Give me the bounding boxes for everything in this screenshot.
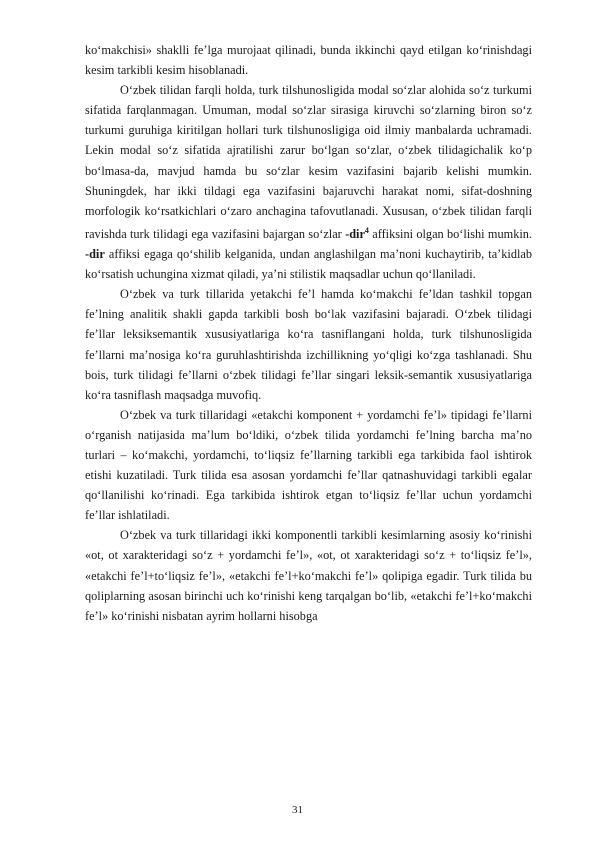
- paragraph-text: O‘zbek tilidan farqli holda, turk tilshunosligida modal so‘zlar alohida so‘z turkumi sifatida farqlanmagan. Umuman, modal so‘zlar sirasiga kiruvchi so‘zlarning biron so‘z turkumi guruhiga kiritilgan hollari turk tilshunosligiga oid ilmiy manbalarda uchramadi. Lekin modal so‘z sifatida ajratilishi zarur bo‘lgan so‘zlar, o‘zbek tilidagichalik ko‘p bo‘lmasa-da, mavjud hamda bu so‘zlar kesim vazifasini bajarib kelishi mumkin. Shuningdek, har ikki tildagi ega vazifasini bajaruvchi harakat nomi, sifat-doshning morfologik ko‘rsatkichlari o‘zaro anchagina tafovutlanadi. Xususan, o‘zbek tilidan farqli ravishda turk tilidagi ega vazifasini bajargan so‘zlar: [85, 83, 532, 241]
- paragraph-compound-predicates: O‘zbek va turk tillaridagi ikki komponentli tarkibli kesimlarning asosiy ko‘rinishi «ot, ot xarakteridagi so‘z + yordamchi fe’l», «ot, ot xarakteridagi so‘z + to‘liqsiz fe’l», «etakchi fe’l+to‘liqsiz fe’l», «etakchi fe’l+ko‘makchi fe’l» qolipiga egadir. Turk tilida bu qoliplarning asosan birinchi uch ko‘rinishi keng tarqalgan bo‘lib, «etakchi fe’l+ko‘makchi fe’l» ko‘rinishi nisbatan ayrim hollarni hisobga: [85, 528, 532, 623]
- paragraph-analytic-verbs: O‘zbek va turk tillarida yetakchi fe’l hamda ko‘makchi fe’ldan tashkil topgan fe’lning analitik shakli gapda tarkibli bosh bo‘lak vazifasini bajaradi. O‘zbek tilidagi fe’llar leksiksemantik xususiyatlariga ko‘ra tasniflangani holda, turk tilshunosligida fe’llarni ma’nosiga ko‘ra guruhlashtirishda izchillikning yo‘qligi ko‘zga tashlanadi. Shu bois, turk tilidagi fe’llarni o‘zbek tilidagi fe’llar singari leksik-semantik xususiyatlariga ko‘ra tasniflash maqsadga muvofiq.: [85, 287, 532, 402]
- paragraph-text: affiksini olgan bo‘lishi mumkin.: [368, 226, 532, 241]
- paragraph-auxiliary-verbs: O‘zbek va turk tillaridagi «etakchi komponent + yordamchi fe’l» tipidagi fe’llarni o‘rganish natijasida ma’lum bo‘ldiki, o‘zbek tilida yordamchi fe’lning barcha ma’no turlari – ko‘makchi, yordamchi, to‘liqsiz fe’llarning tarkibli ega tarkibida faol ishtirok etishi kuzatiladi. Turk tilida esa asosan yordamchi fe’llar qatnashuvidagi tarkibli egalar qo‘llanilishi ko‘rinadi. Ega tarkibida ishtirok etgan to‘liqsiz fe’llar uchun yordamchi fe’llar ishlatiladi.: [85, 407, 532, 523]
- document-body: [85, 40, 532, 626]
- page-number: 31: [292, 804, 303, 816]
- affix-dir: -dir: [85, 247, 105, 262]
- affix-dir: -dir: [345, 226, 365, 241]
- paragraph-continuation: ko‘makchisi» shaklli fe’lga murojaat qilinadi, bunda ikkinchi qayd etilgan ko‘rinishdagi kesim tarkibli kesim hisoblanadi.: [85, 43, 532, 78]
- paragraph-modal-words: [85, 80, 532, 284]
- paragraph-text: affiksi egaga qo‘shilib kelganida, undan anglashilgan ma’noni kuchaytirib, ta’kidlab ko‘rsatish uchungina xizmat qiladi, ya’ni stilistik maqsadlar uchun qo‘llaniladi.: [85, 247, 532, 282]
- footnote-marker: 4: [364, 225, 369, 235]
